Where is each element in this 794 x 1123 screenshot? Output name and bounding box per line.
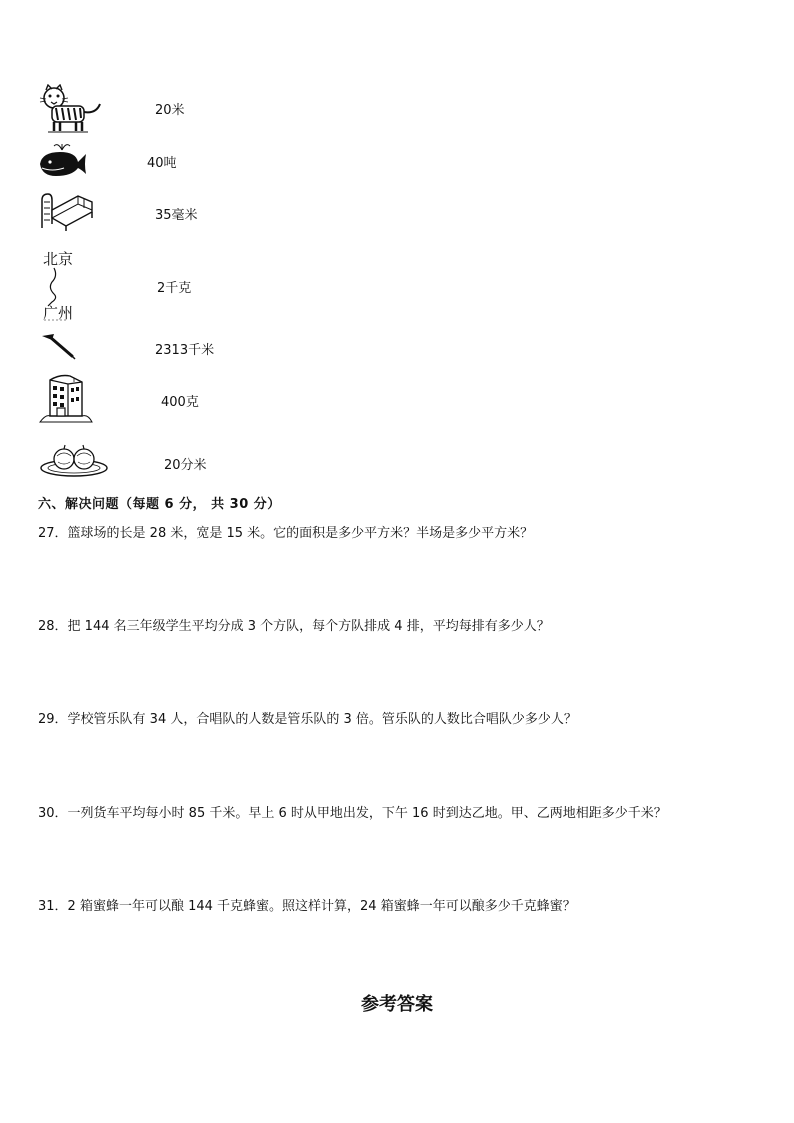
question-number: 28． — [38, 619, 68, 634]
question-28 — [38, 615, 550, 634]
question-text: 2 箱蜜蜂一年可以酿 144 千克蜂蜜。照这样计算，24 箱蜜蜂一年可以酿多少千克蜂蜜？ — [67, 899, 576, 914]
item-label: 20分米 — [164, 458, 207, 473]
question-number: 27． — [38, 526, 68, 541]
tiger-icon — [38, 84, 104, 134]
item-label: 35毫米 — [155, 208, 198, 223]
section-title: 六、解决问题（每题 6 分， 共 30 分） — [38, 497, 281, 512]
item-label: 2千克 — [157, 281, 192, 296]
question-text: 一列货车平均每小时 85 千米。早上 6 时从甲地出发，下午 16 时到达乙地。甲、乙两地相距多少千米？ — [67, 806, 667, 821]
city-beijing: 北京 — [43, 250, 74, 268]
question-text: 篮球场的长是 28 米，宽是 15 米。它的面积是多少平方米？半场是多少平方米？ — [67, 526, 534, 541]
item-label: 400克 — [161, 395, 199, 410]
bed-icon — [38, 188, 94, 232]
nail-icon — [38, 332, 78, 360]
question-number: 30． — [38, 806, 68, 821]
whale-icon — [38, 140, 88, 178]
question-text: 把 144 名三年级学生平均分成 3 个方队，每个方队排成 4 排，平均每排有多少人？ — [67, 619, 550, 634]
question-number: 31． — [38, 899, 68, 914]
item-label: 2313千米 — [155, 343, 215, 358]
question-text: 学校管乐队有 34 人，合唱队的人数是管乐队的 3 倍。管乐队的人数比合唱队少多少人？ — [67, 712, 577, 727]
question-27 — [38, 522, 533, 541]
question-29 — [38, 708, 577, 727]
city-guangzhou: 广州 — [43, 304, 74, 322]
question-30 — [38, 802, 667, 821]
building-icon — [38, 372, 94, 424]
answer-section-title: 参考答案 — [361, 994, 433, 1015]
question-31 — [38, 895, 576, 914]
item-label: 20米 — [155, 103, 185, 118]
item-label: 40吨 — [147, 156, 177, 171]
route-map-icon — [38, 246, 88, 322]
plate-of-fruit-icon — [38, 440, 110, 478]
question-number: 29． — [38, 712, 68, 727]
